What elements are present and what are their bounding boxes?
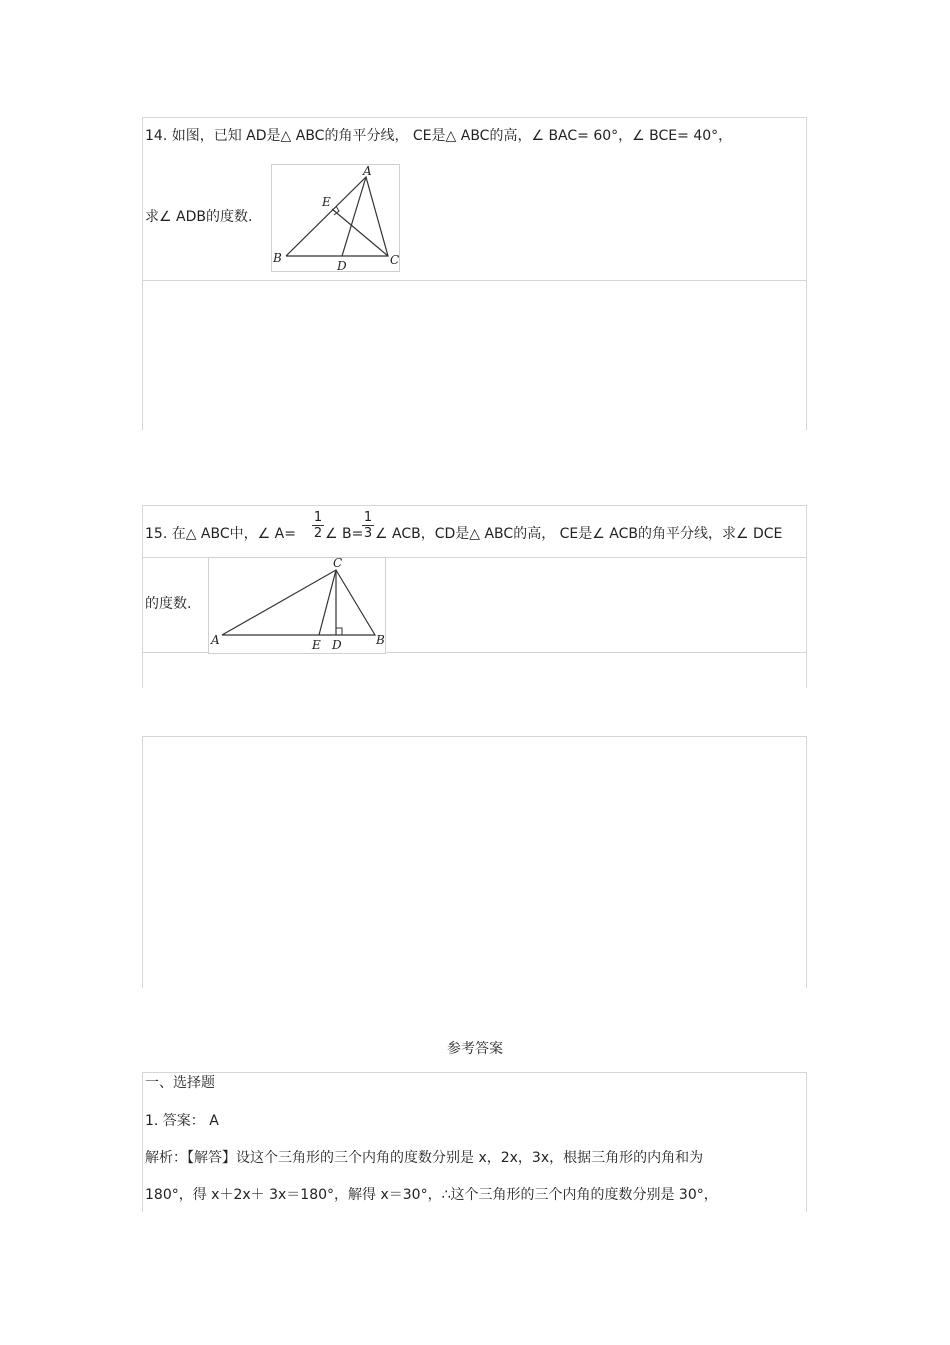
q15-frac1-denominator: 2 <box>313 526 323 541</box>
q15-top-border <box>142 505 807 506</box>
answer-1-explanation-line2: 180°，得 x＋2x＋ 3x＝180°，解得 x＝30°，∴这个三角形的三个内角的度数分别是 30°， <box>145 1187 718 1203</box>
q14-right-border <box>806 117 807 430</box>
q15-label-e: E <box>312 638 321 652</box>
blank-area-left-border <box>142 736 143 988</box>
q14-label-c: C <box>390 253 399 267</box>
q15-left-border <box>142 505 143 688</box>
q15-frac2-numerator: 1 <box>363 510 373 525</box>
q14-label-a: A <box>363 165 372 178</box>
q15-triangle-diagram <box>209 558 385 653</box>
answer-1-explanation-line1: 解析：【解答】设这个三角形的三个内角的度数分别是 x，2x，3x，根据三角形的内角和为 <box>145 1150 704 1166</box>
q15-mid-text: ∠ B= <box>325 526 364 542</box>
q15-segment-ce <box>319 570 336 635</box>
q15-frac2-denominator: 3 <box>363 526 373 541</box>
q14-segment-ce <box>332 209 388 256</box>
q14-divider <box>142 280 807 281</box>
q15-frac1-numerator: 1 <box>313 510 323 525</box>
answers-top-border <box>142 1072 807 1073</box>
q14-figure <box>271 164 400 272</box>
q14-label-b: B <box>273 251 282 265</box>
answers-section-heading: 一、选择题 <box>145 1075 215 1091</box>
blank-area-right-border <box>806 736 807 988</box>
q15-figure <box>208 557 386 654</box>
q14-question-line2: 求∠ ADB的度数. <box>145 209 253 225</box>
q14-label-e: E <box>322 195 331 209</box>
q15-label-c: C <box>333 558 343 570</box>
q14-left-border <box>142 117 143 430</box>
q14-label-d: D <box>337 259 347 271</box>
q15-prefix-text: 15. 在△ ABC中，∠ A= <box>145 526 296 542</box>
q15-suffix-text: ∠ ACB，CD是△ ABC的高， CE是∠ ACB的角平分线，求∠ DCE <box>375 526 783 542</box>
q15-question-line2: 的度数. <box>145 596 192 612</box>
q15-label-d: D <box>332 638 342 652</box>
answers-right-border <box>806 1072 807 1212</box>
q15-label-a: A <box>211 633 220 647</box>
q15-fraction-half <box>312 510 324 541</box>
q15-right-angle-mark <box>336 628 342 635</box>
q15-right-border <box>806 505 807 688</box>
blank-area-top-border <box>142 736 807 737</box>
answers-left-border <box>142 1072 143 1212</box>
answer-1: 1. 答案： A <box>145 1113 219 1129</box>
q15-label-b: B <box>376 633 385 647</box>
q14-triangle-diagram <box>272 165 399 271</box>
q14-question-line1: 14. 如图，已知 AD是△ ABC的角平分线， CE是△ ABC的高，∠ BAC= 60°，∠ BCE= 40°， <box>145 128 733 144</box>
q15-fraction-third <box>362 510 374 541</box>
q15-triangle-abc <box>222 570 375 635</box>
q14-triangle-abc <box>286 177 388 256</box>
answers-title: 参考答案 <box>447 1041 503 1057</box>
q14-top-border <box>142 117 807 118</box>
